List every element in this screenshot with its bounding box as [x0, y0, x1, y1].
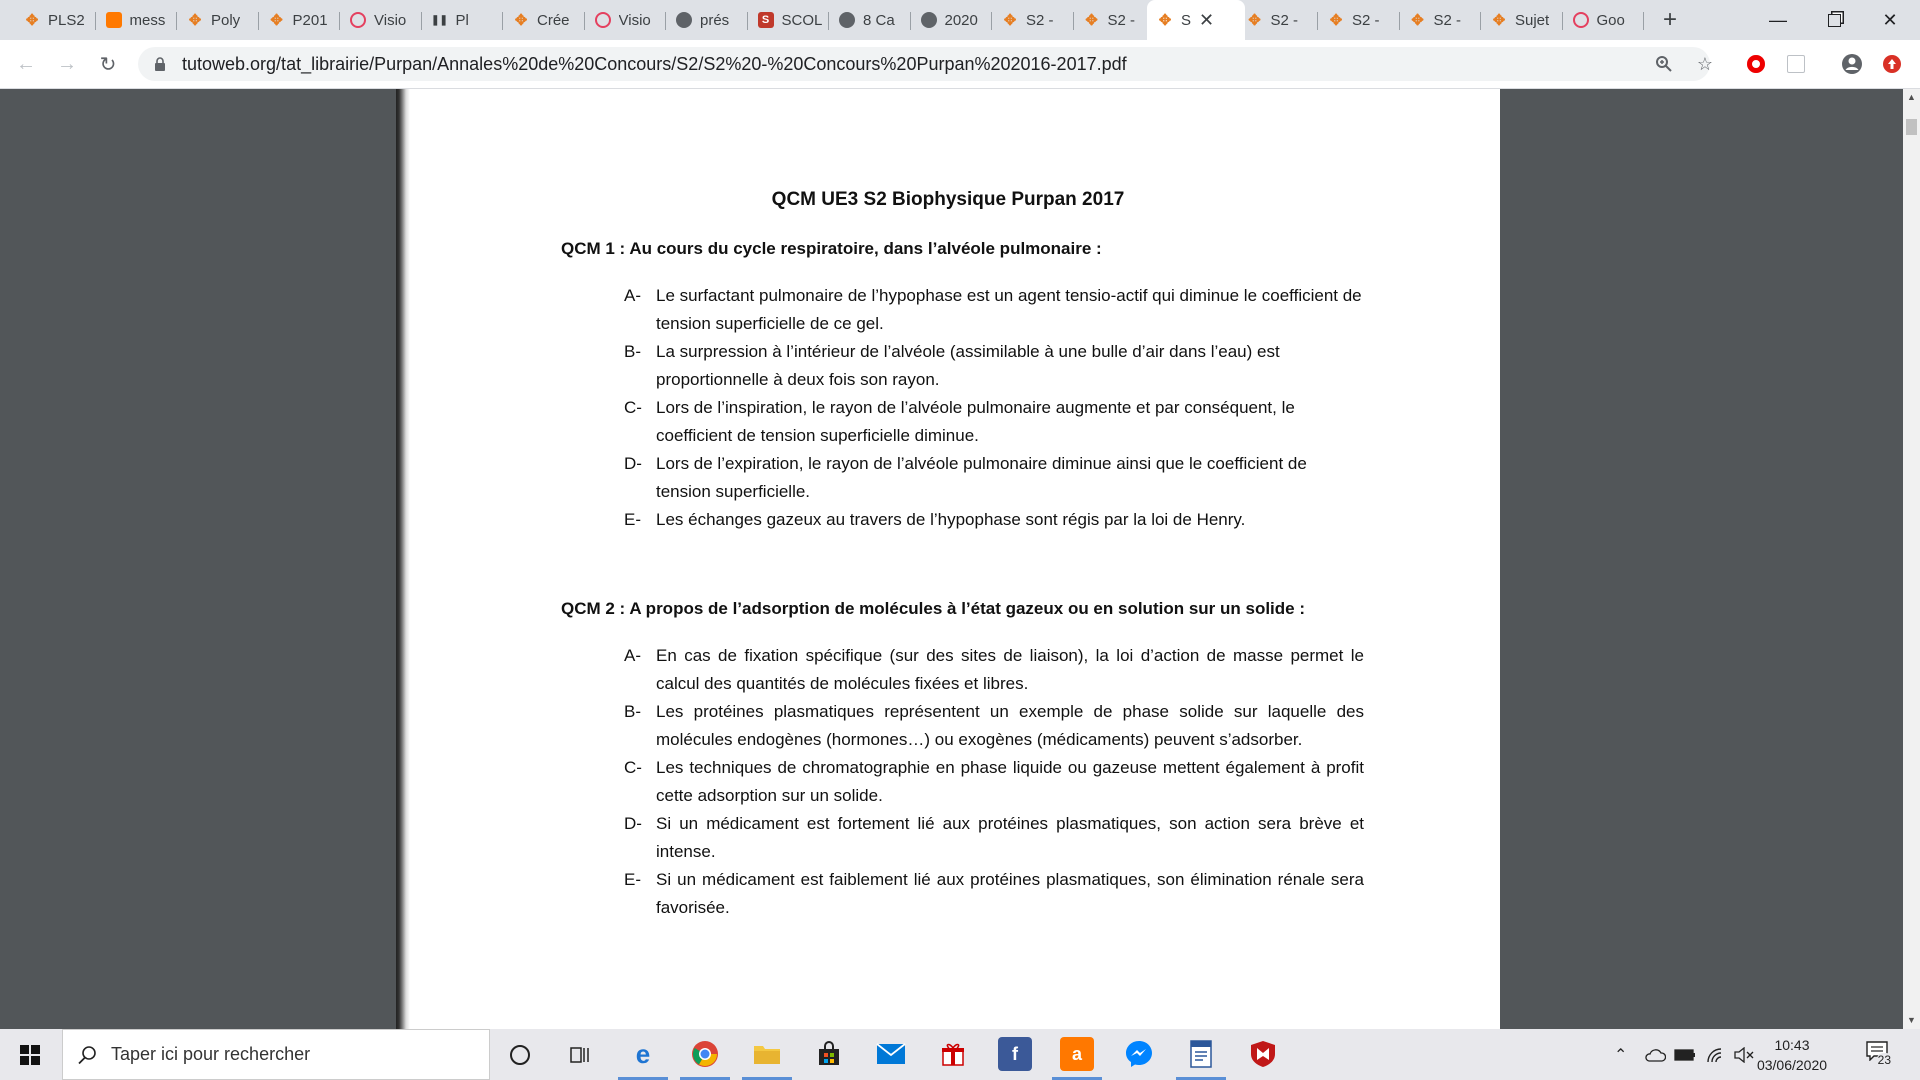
instagram-icon: [595, 12, 611, 28]
tab-label: prés: [700, 11, 730, 29]
option-text: La surpression à l’intérieur de l’alvéole (assimilable à une bulle d’air dans l’eau) est proportionnelle à deux fois son rayon.: [656, 342, 1280, 389]
extension-button[interactable]: [1784, 52, 1808, 76]
orange-mail-icon: [106, 12, 122, 28]
tab-close-icon[interactable]: ✕: [1199, 9, 1215, 30]
option-letter: A-: [624, 286, 641, 305]
tab-20[interactable]: [1563, 6, 1645, 34]
pdf-page: [396, 89, 1500, 1029]
tab-label: 2020: [944, 11, 978, 29]
mcafee-app-button[interactable]: [1246, 1037, 1280, 1071]
q2-option-b: [624, 698, 1364, 754]
tutoweb-icon: ✥: [188, 12, 202, 29]
tab-separator: [1643, 12, 1644, 30]
clock-date: 03/06/2020: [1756, 1057, 1828, 1073]
q2-option-e: [624, 866, 1364, 922]
mail-icon: [876, 1043, 906, 1065]
star-icon: ☆: [1696, 53, 1714, 74]
q2-option-a: [624, 642, 1364, 698]
tutoweb-icon: ✥: [1329, 12, 1343, 29]
cortana-icon: [510, 1045, 530, 1065]
scroll-thumb[interactable]: [1906, 119, 1917, 135]
chrome-app-button[interactable]: [688, 1037, 722, 1071]
address-bar[interactable]: [138, 47, 1710, 81]
tab-8[interactable]: [585, 6, 667, 34]
close-icon: ✕: [1882, 9, 1898, 30]
globe-icon: [921, 12, 937, 28]
scroll-down-arrow[interactable]: ▼: [1907, 1015, 1916, 1025]
tab-label: Crée: [537, 11, 570, 29]
tutoweb-icon: ✥: [1158, 12, 1172, 29]
tutoweb-icon: ✥: [1492, 12, 1506, 29]
zoom-icon: [1655, 55, 1673, 73]
tutoweb-icon: ✥: [25, 12, 39, 29]
notification-count: 23: [1877, 1053, 1891, 1067]
tab-label: Poly: [211, 11, 241, 29]
document-icon: [1189, 1040, 1213, 1068]
tab-14[interactable]: [1074, 6, 1156, 34]
update-icon: [1882, 54, 1902, 74]
globe-icon: [839, 12, 855, 28]
tab-19[interactable]: [1481, 6, 1563, 34]
option-letter: D-: [624, 454, 642, 473]
lock-icon: [152, 56, 168, 72]
option-letter: E-: [624, 870, 641, 889]
globe-icon: [676, 12, 692, 28]
tutoweb-icon: ✥: [514, 12, 528, 29]
vertical-scrollbar[interactable]: [1903, 89, 1920, 1029]
tab-18[interactable]: [1400, 6, 1482, 34]
tab-label: 8 Ca: [863, 11, 895, 29]
option-letter: A-: [624, 646, 641, 665]
minimize-button[interactable]: [1750, 0, 1806, 40]
facebook-icon: f: [1012, 1043, 1018, 1064]
wifi-icon: [1706, 1047, 1726, 1063]
tab-label: Sujet: [1515, 11, 1550, 29]
search-icon: [77, 1045, 97, 1065]
tab-5[interactable]: [340, 6, 422, 34]
clock-time: 10:43: [1774, 1037, 1810, 1053]
reload-button[interactable]: [94, 50, 122, 78]
tab-label: mess: [129, 11, 166, 29]
update-button[interactable]: [1880, 52, 1904, 76]
new-tab-button[interactable]: +: [1662, 6, 1677, 33]
tab-16[interactable]: [1237, 6, 1319, 34]
scol-icon: S: [758, 12, 774, 28]
tab-label: S2 -: [1107, 11, 1136, 29]
tab-strip: [0, 0, 1920, 40]
tab-label: Goo: [1596, 11, 1625, 29]
tab-1[interactable]: [14, 6, 96, 34]
option-letter: B-: [624, 702, 641, 721]
option-text: Les échanges gazeux au travers de l’hypophase sont régis par la loi de Henry.: [656, 510, 1246, 529]
option-letter: E-: [624, 510, 641, 529]
scan-edge: [396, 89, 410, 1029]
search-placeholder: Taper ici pour rechercher: [111, 1044, 311, 1064]
tab-15[interactable]: [1147, 0, 1245, 40]
tab-label: SCOL: [781, 11, 823, 29]
messenger-icon: [1124, 1039, 1154, 1069]
tab-12[interactable]: [911, 6, 993, 34]
zoom-button[interactable]: [1652, 52, 1676, 76]
battery-tray-button[interactable]: [1674, 1029, 1696, 1080]
messenger-app-button[interactable]: [1122, 1037, 1156, 1071]
profile-icon: [1841, 53, 1863, 75]
tab-2[interactable]: [96, 6, 178, 34]
gift-icon: [940, 1041, 966, 1067]
tab-10[interactable]: [748, 6, 830, 34]
extension-icon: [1787, 55, 1805, 73]
profile-button[interactable]: [1840, 52, 1864, 76]
taskbar: [0, 1029, 1920, 1080]
option-text: Si un médicament est fortement lié aux protéines plasmatiques, son action sera brève et intense.: [656, 814, 1364, 861]
bookmark-button[interactable]: [1693, 52, 1717, 76]
task-view-icon: [569, 1045, 591, 1065]
opera-icon: [1747, 55, 1765, 73]
avast-icon: a: [1071, 1043, 1082, 1064]
arrow-left-icon: ←: [16, 52, 36, 75]
tab-13[interactable]: [992, 6, 1074, 34]
back-button[interactable]: [12, 50, 40, 78]
battery-icon: [1674, 1049, 1696, 1061]
store-bag-icon: [816, 1041, 842, 1067]
notepad-app-button[interactable]: [1184, 1037, 1218, 1071]
tab-17[interactable]: [1318, 6, 1400, 34]
tab-label: S2 -: [1433, 11, 1462, 29]
mail-app-button[interactable]: [874, 1037, 908, 1071]
onedrive-tray-button[interactable]: [1644, 1029, 1666, 1080]
task-view-button[interactable]: [560, 1029, 600, 1080]
question-2-heading: QCM 2 : A propos de l’adsorption de molécules à l’état gazeux ou en solution sur un solide :: [561, 599, 1305, 618]
tutoweb-icon: ✥: [1003, 12, 1017, 29]
tab-4[interactable]: [259, 6, 341, 34]
restore-button[interactable]: [1806, 0, 1862, 40]
q1-option-b: [624, 338, 1364, 394]
taskbar-search[interactable]: [62, 1029, 490, 1080]
option-text: Les techniques de chromatographie en phase liquide ou gazeuse mettent également à profit cette adsorption sur un solide.: [656, 758, 1364, 805]
cloud-icon: [1644, 1048, 1666, 1062]
edge-app-button[interactable]: [626, 1037, 660, 1071]
folder-icon: [753, 1042, 781, 1066]
close-window-button[interactable]: [1862, 0, 1918, 40]
option-letter: C-: [624, 758, 642, 777]
option-letter: D-: [624, 814, 642, 833]
tab-9[interactable]: [666, 6, 748, 34]
question-1-heading: QCM 1 : Au cours du cycle respiratoire, dans l’alvéole pulmonaire :: [561, 239, 1102, 258]
pause-icon: ❚❚: [431, 14, 448, 26]
option-letter: C-: [624, 398, 642, 417]
tab-label: Pl: [455, 11, 469, 29]
minimize-icon: —: [1769, 9, 1787, 30]
tab-label: S2 -: [1352, 11, 1380, 29]
action-center-button[interactable]: [1866, 1041, 1892, 1067]
pdf-viewer[interactable]: [0, 89, 1920, 1029]
browser-toolbar: [0, 40, 1920, 89]
tab-label: S: [1181, 11, 1192, 29]
option-text: En cas de fixation spécifique (sur des sites de liaison), la loi d’action de masse permet le calcul des quantités de molécules fixées et libres.: [656, 646, 1364, 693]
chrome-icon: [691, 1040, 719, 1068]
option-text: Lors de l’inspiration, le rayon de l’alvéole pulmonaire augmente et par conséquent, le coefficient de tension superficielle diminue.: [656, 398, 1295, 445]
tab-label: Visio: [618, 11, 651, 29]
instagram-icon: [350, 12, 366, 28]
tab-label: Visio: [374, 11, 407, 29]
document-title: QCM UE3 S2 Biophysique Purpan 2017: [771, 189, 1125, 210]
tutoweb-icon: ✥: [1411, 12, 1424, 29]
tab-label: P201: [292, 11, 328, 29]
system-clock[interactable]: [1752, 1035, 1832, 1075]
tutoweb-icon: ✥: [270, 12, 283, 29]
gift-app-button[interactable]: [936, 1037, 970, 1071]
tab-3[interactable]: [177, 6, 259, 34]
forward-button[interactable]: [53, 50, 81, 78]
option-text: Si un médicament est faiblement lié aux protéines plasmatiques, son élimination rénale sera favorisée.: [656, 870, 1364, 917]
store-app-button[interactable]: [812, 1037, 846, 1071]
tab-7[interactable]: [503, 6, 585, 34]
q1-option-c: [624, 394, 1364, 450]
opera-extension-button[interactable]: [1744, 52, 1768, 76]
restore-icon: [1828, 14, 1841, 27]
volume-muted-icon: [1734, 1047, 1754, 1063]
edge-icon: e: [635, 1038, 651, 1069]
tab-label: S2 -: [1270, 11, 1299, 29]
volume-tray-button[interactable]: [1734, 1029, 1754, 1080]
tutoweb-icon: ✥: [1085, 12, 1098, 29]
instagram-icon: [1573, 12, 1589, 28]
mcafee-shield-icon: [1250, 1040, 1276, 1068]
windows-icon: [20, 1045, 40, 1065]
option-text: Lors de l’expiration, le rayon de l’alvéole pulmonaire diminue ainsi que le coefficient de tension superficielle.: [656, 454, 1307, 501]
q2-option-c: [624, 754, 1364, 810]
q1-option-d: [624, 450, 1364, 506]
show-hidden-icons-button[interactable]: [1614, 1029, 1627, 1080]
cortana-button[interactable]: [500, 1029, 540, 1080]
facebook-app-button[interactable]: [998, 1037, 1032, 1071]
scroll-up-arrow[interactable]: ▲: [1907, 92, 1916, 102]
tab-label: S2 -: [1026, 11, 1054, 29]
arrow-right-icon: →: [57, 52, 77, 75]
avast-app-button[interactable]: [1060, 1037, 1094, 1071]
q1-option-a: [624, 282, 1364, 338]
q1-option-e: [624, 506, 1364, 534]
wifi-tray-button[interactable]: [1706, 1029, 1726, 1080]
tutoweb-icon: ✥: [1248, 12, 1261, 29]
option-text: Les protéines plasmatiques représentent un exemple de phase solide sur laquelle des molécules endogènes (hormones…) ou exogènes (médicaments) peuvent s’adsorber.: [656, 702, 1364, 749]
option-letter: B-: [624, 342, 641, 361]
file-explorer-button[interactable]: [750, 1037, 784, 1071]
tab-label: PLS2: [48, 11, 85, 29]
option-text: Le surfactant pulmonaire de l’hypophase est un agent tensio-actif qui diminue le coefficient de tension superficielle de ce gel.: [656, 286, 1362, 333]
chevron-up-icon: ⌃: [1614, 1046, 1628, 1064]
url-text: tutoweb.org/tat_librairie/Purpan/Annales%20de%20Concours/S2/S2%20-%20Concours%20Purpan%202016-2017.pdf: [182, 53, 1127, 74]
tab-6[interactable]: [422, 6, 504, 34]
q2-option-d: [624, 810, 1364, 866]
tab-11[interactable]: [829, 6, 911, 34]
reload-icon: ↻: [99, 53, 117, 76]
start-button[interactable]: [0, 1029, 60, 1080]
